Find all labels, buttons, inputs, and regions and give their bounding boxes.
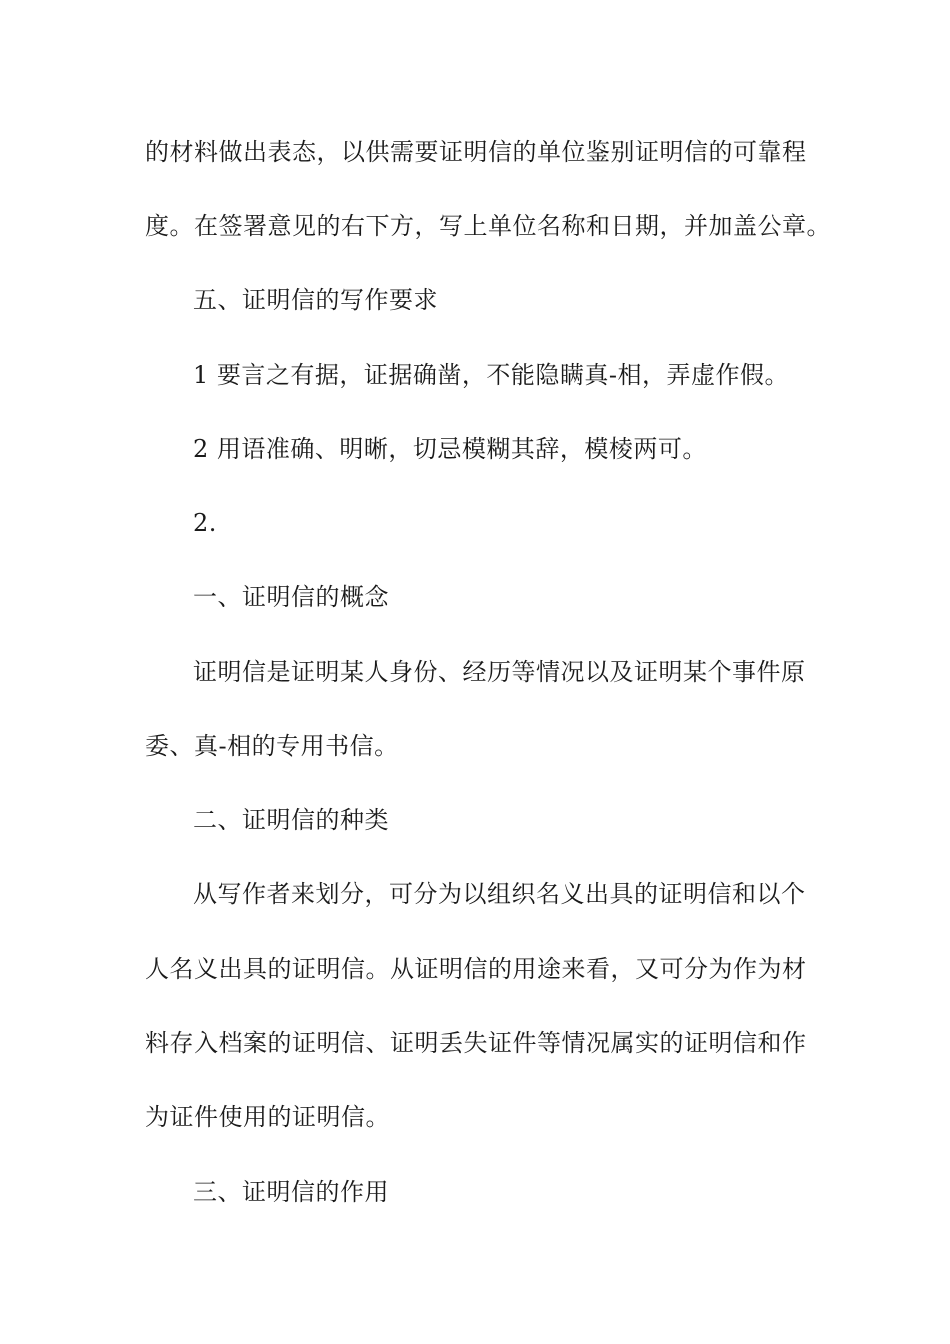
section-heading: 一、证明信的概念 [193, 583, 389, 611]
list-item: 2 用语准确、明晰，切忌模糊其辞，模棱两可。 [193, 435, 707, 463]
section-number: 2. [193, 509, 217, 537]
section-heading: 五、证明信的写作要求 [193, 286, 438, 314]
paragraph-line: 委、真-相的专用书信。 [145, 732, 399, 760]
paragraph-line: 证明信是证明某人身份、经历等情况以及证明某个事件原 [193, 658, 806, 686]
paragraph-line: 从写作者来划分，可分为以组织名义出具的证明信和以个 [193, 880, 806, 908]
paragraph-line: 度。在签署意见的右下方，写上单位名称和日期，并加盖公章。 [145, 212, 831, 240]
paragraph-line: 人名义出具的证明信。从证明信的用途来看，又可分为作为材 [145, 955, 807, 983]
list-item: 1 要言之有据，证据确凿，不能隐瞒真-相，弄虚作假。 [193, 361, 790, 389]
paragraph-line: 为证件使用的证明信。 [145, 1103, 390, 1131]
paragraph-line: 料存入档案的证明信、证明丢失证件等情况属实的证明信和作 [145, 1029, 807, 1057]
paragraph-line: 的材料做出表态，以供需要证明信的单位鉴别证明信的可靠程 [145, 138, 807, 166]
section-heading: 三、证明信的作用 [193, 1178, 389, 1206]
section-heading: 二、证明信的种类 [193, 806, 389, 834]
